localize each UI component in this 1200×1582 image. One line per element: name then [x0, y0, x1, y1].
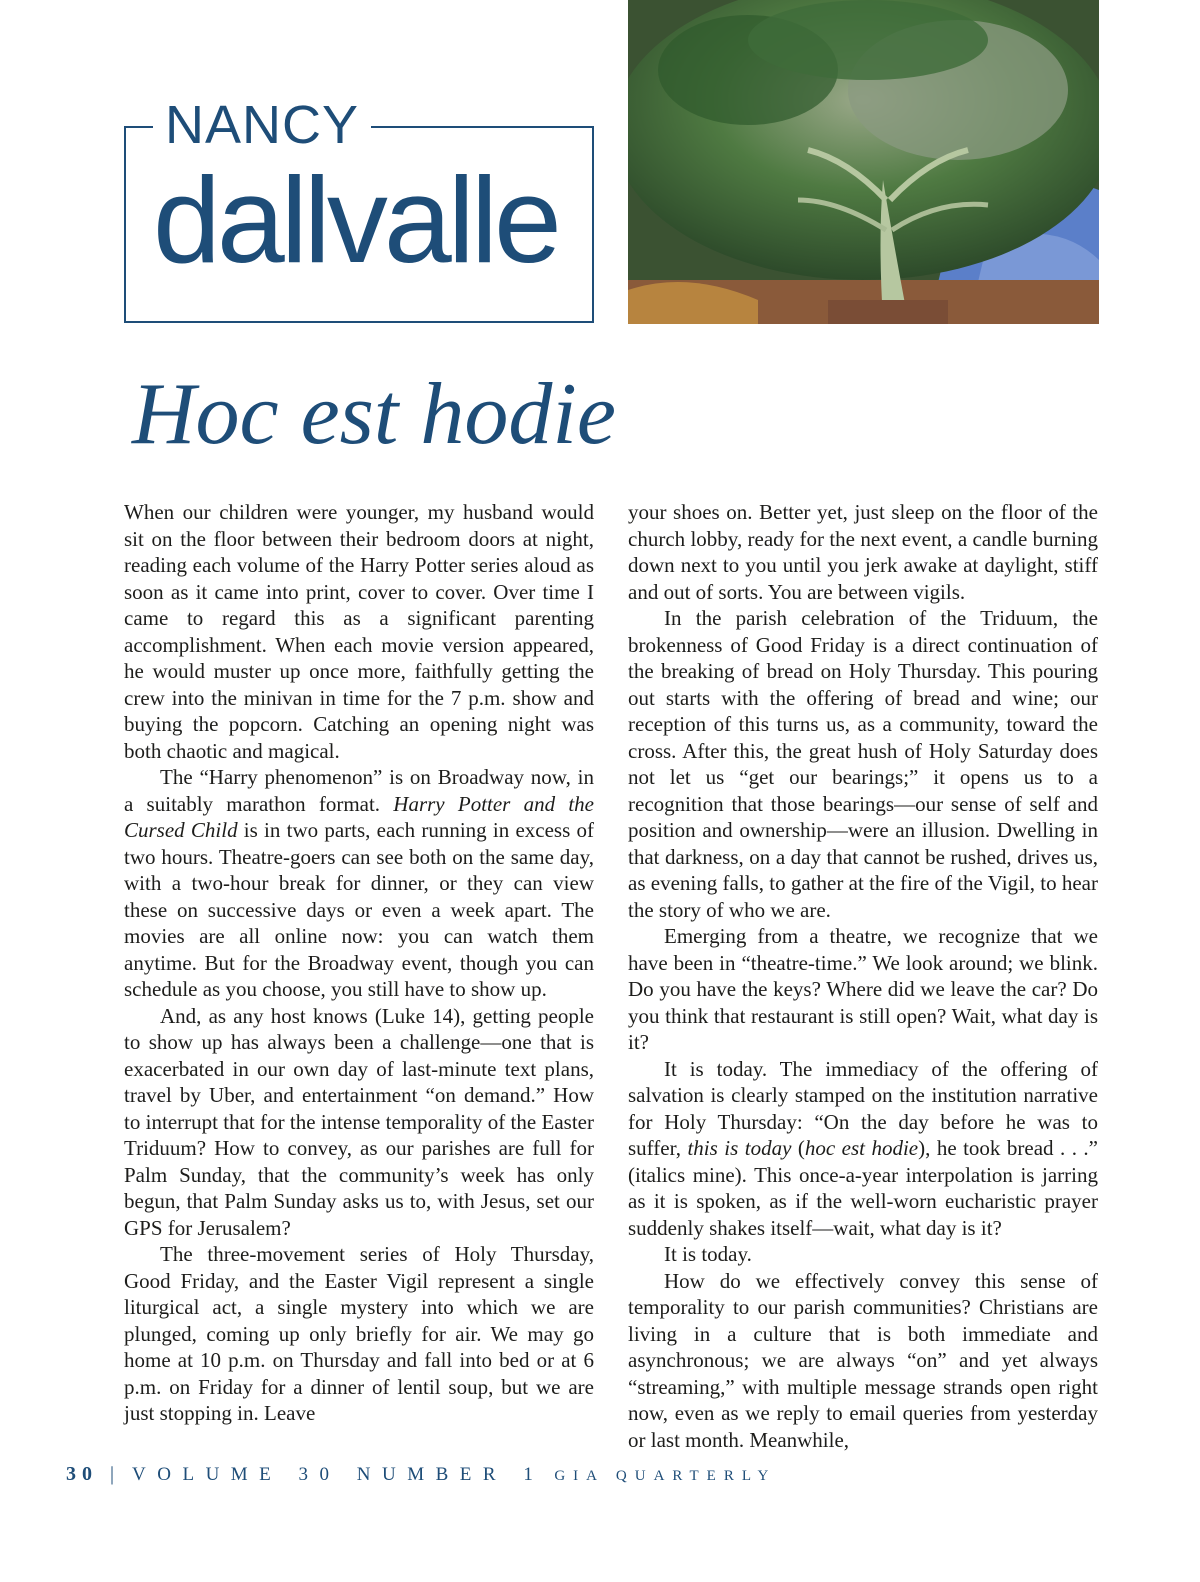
page-footer [66, 1463, 776, 1486]
paragraph-text: ( [791, 1136, 805, 1160]
magazine-name: GIA QUARTERLY [554, 1468, 777, 1484]
paragraph-text: It is today. The immediacy of the offering of salvation is clearly stamped on the institution narrative for Holy Thursday: “On the day before he was to suffer, [628, 1056, 1098, 1160]
right-column [628, 499, 1098, 1453]
paragraph: In the parish celebration of the Triduum, the brokenness of Good Friday is a direct continuation of the breaking of bread on Holy Thursday. This pouring out starts with the offering of bread and wine; our reception of this turns us, as a community, toward the cross. After this, the great hush of Holy Saturday does not let us “get our bearings;” it opens us to a recognition that those bearings—our sense of self and position and ownership—were an illusion. Dwelling in that darkness, on a day that cannot be rushed, drives us, as evening falls, to gather at the fire of the Vigil, to hear the story of who we are. [628, 606, 1098, 922]
paragraph: It is today. [664, 1242, 752, 1266]
left-column [124, 499, 594, 1427]
paragraph: Emerging from a theatre, we recognize that we have been in “theatre-time.” We look around; we blink. Do you have the keys? Where did we leave the car? Do you think that restaurant is still open? Wait, what day is it? [628, 924, 1098, 1054]
italic-text: this is today [687, 1136, 792, 1160]
article-title: Hoc est hodie [132, 366, 616, 463]
paragraph-text: ), he took bread . . .” (italics mine). This once-a-year interpolation is jarring as it is spoken, as if the well-worn eucharistic prayer suddenly shakes itself—wait, what day is it? [628, 1136, 1098, 1240]
paragraph-text: The “Harry phenomenon” is on Broadway now, in a suitably marathon format. [124, 765, 594, 816]
volume-info: VOLUME 30 NUMBER 1 [132, 1464, 545, 1485]
book-title: Harry Potter and the Cursed Child [124, 791, 594, 842]
author-first-name: NANCY [153, 92, 371, 158]
paragraph: How do we effectively convey this sense of temporality to our parish communities? Christians are living in a culture that is both immediate and asynchronous; we are always “on” and yet always “streaming,” with multiple message strands open right now, even as we reply to email queries from yesterday or last month. Meanwhile, [628, 1268, 1098, 1452]
italic-text: hoc est hodie [804, 1136, 919, 1160]
paragraph: your shoes on. Better yet, just sleep on the floor of the church lobby, ready for the next event, a candle burning down next to you until you jerk awake at daylight, stiff and out of sorts. You are between vigils. [628, 500, 1098, 604]
mosaic-tree-image [628, 0, 1099, 324]
author-last-name: dallvalle [153, 152, 558, 288]
mosaic-tree-icon [628, 0, 1099, 324]
paragraph: When our children were younger, my husband would sit on the floor between their bedroom doors at night, reading each volume of the Harry Potter series aloud as soon as it came into print, cover to cover. Over time I came to regard this as a significant parenting accomplishment. When each movie version appeared, he would muster up once more, faithfully getting the crew into the minivan in time for the 7 p.m. show and buying the popcorn. Catching an opening night was both chaotic and magical. [124, 500, 594, 763]
page-number: 30 [66, 1463, 98, 1485]
paragraph [124, 764, 594, 1003]
paragraph: And, as any host knows (Luke 14), getting people to show up has always been a challenge—one that is exacerbated in our own day of last-minute text plans, travel by Uber, and entertainment “on demand.” How to interrupt that for the intense temporality of the Easter Triduum? How to convey, as our parishes are full for Palm Sunday, that the community’s week has only begun, that Palm Sunday asks us to, with Jesus, set our GPS for Jerusalem? [124, 1003, 594, 1240]
footer-separator: | [110, 1463, 115, 1485]
paragraph [628, 1056, 1098, 1242]
paragraph-text: is in two parts, each running in excess of two hours. Theatre-goers can see both on the same day, with a two-hour break for dinner, or they can view these on successive days or even a week apart. The movies are all online now: you can watch them anytime. But for the Broadway event, though you can schedule as you choose, you still have to show up. [124, 818, 594, 1001]
paragraph: The three-movement series of Holy Thursday, Good Friday, and the Easter Vigil represent a single liturgical act, a single mystery into which we are plunged, coming up only briefly for air. We may go home at 10 p.m. on Thursday and fall into bed or at 6 p.m. on Friday for a dinner of lentil soup, but we are just stopping in. Leave [124, 1242, 594, 1425]
